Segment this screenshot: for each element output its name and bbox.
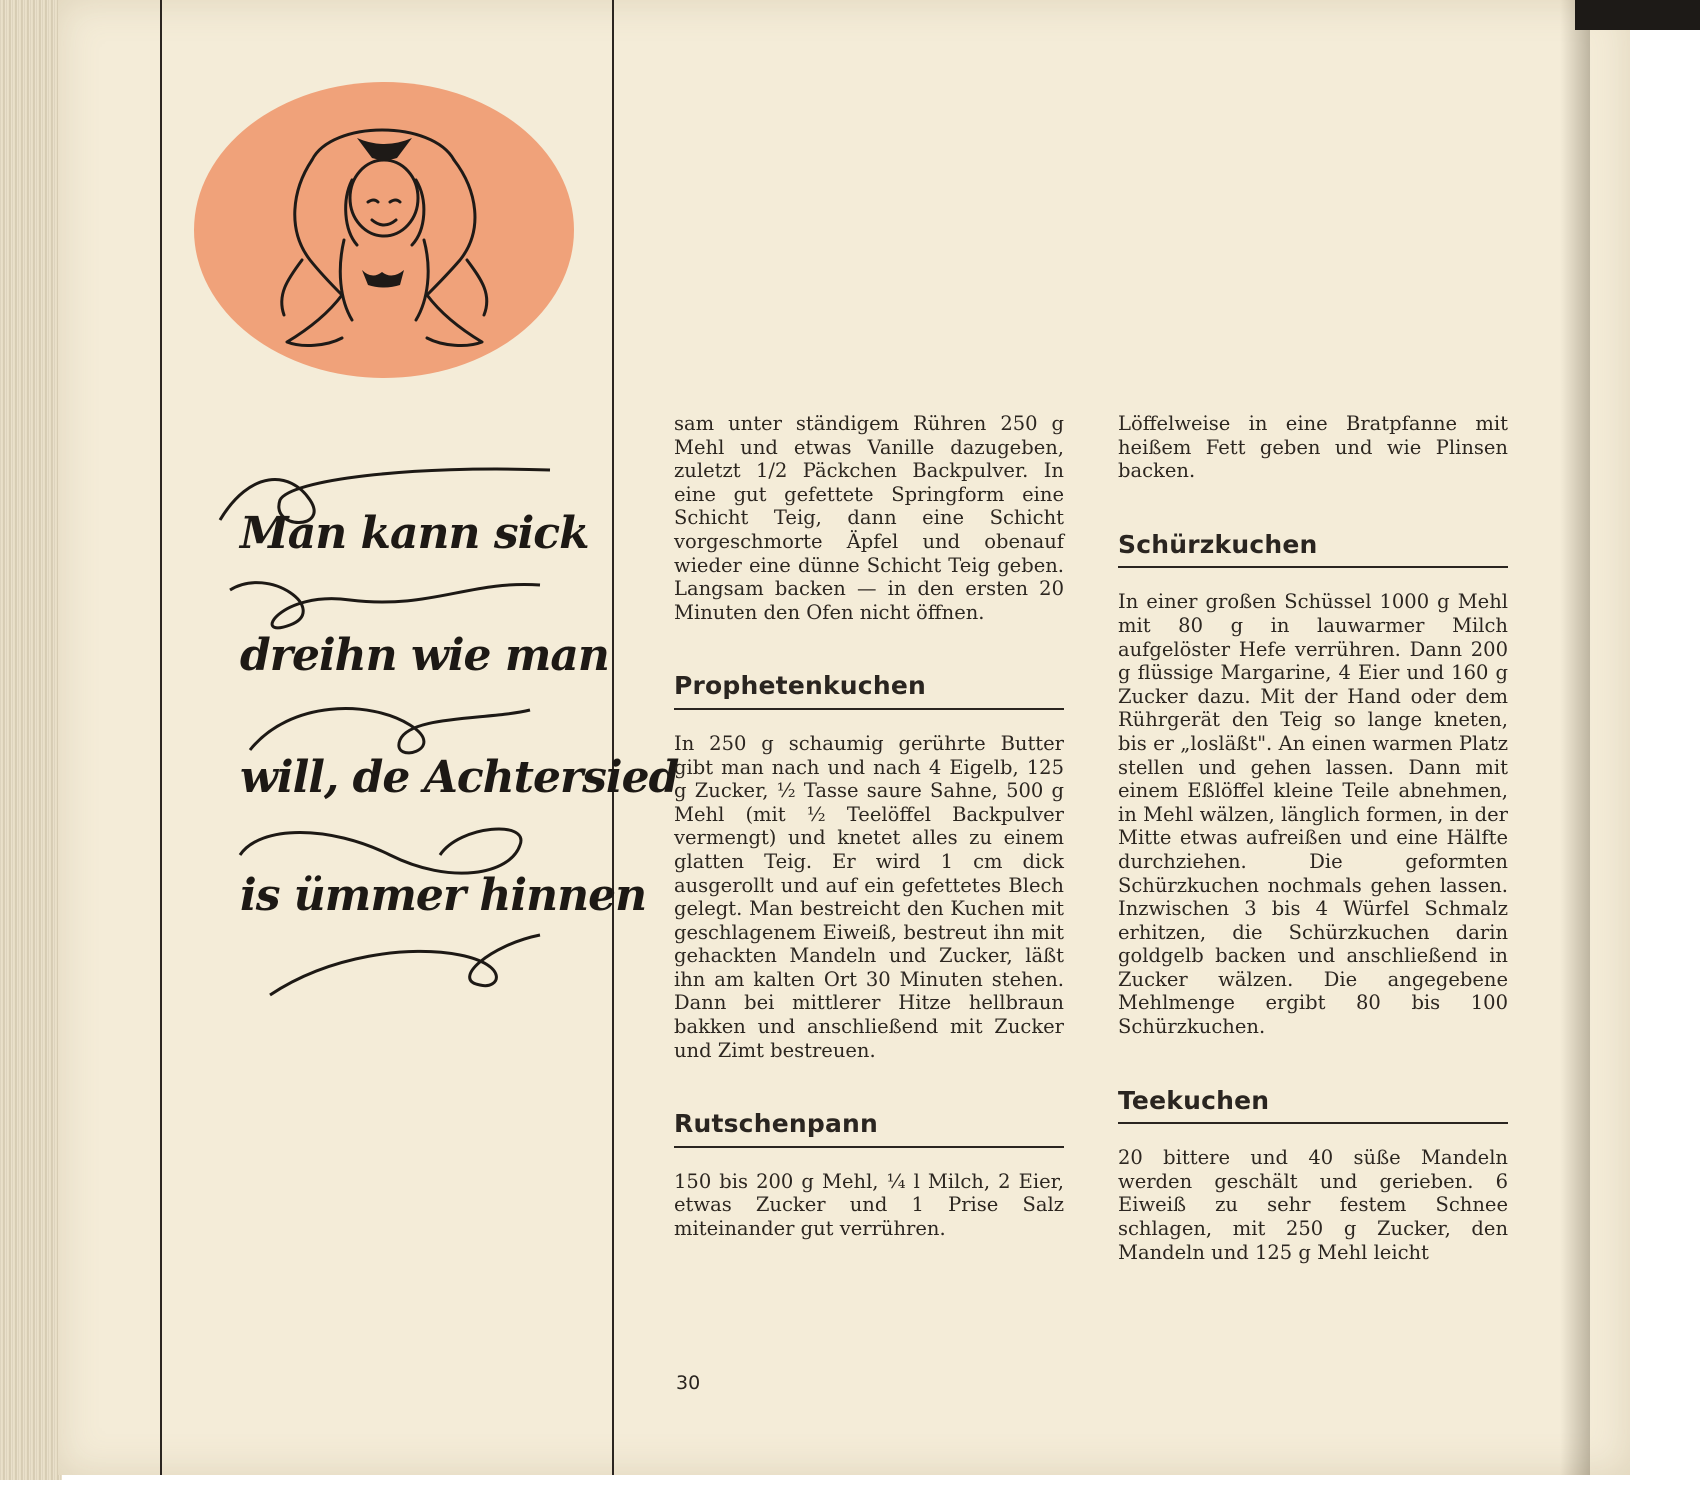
recipe-title-schuerzkuchen: Schürzkuchen [1118,533,1508,569]
spine-shadow [1560,0,1590,1475]
recipe-title-prophetenkuchen: Prophetenkuchen [674,674,1064,710]
left-rule [160,0,162,1475]
recipe-text-teekuchen: 20 bittere und 40 süße Mandeln werden geschält und gerieben. 6 Eiweiß zu sehr festem Schnee schlagen, mit 250 g Zucker, den Mandeln und 125 g Mehl leicht [1118,1146,1508,1264]
background-corner [1575,0,1700,30]
recipe-title-rutschenpann: Rutschenpann [674,1112,1064,1148]
continued-text: Löffelweise in eine Bratpfanne mit heißem Fett geben und wie Plinsen backen. [1118,412,1508,483]
recipe-text-rutschenpann: 150 bis 200 g Mehl, ¼ l Milch, 2 Eier, etwas Zucker und 1 Prise Salz miteinander gut verrühren. [674,1169,1064,1241]
column-divider [612,0,614,1475]
motto-block [210,470,679,1030]
motto-line-1: Man kann sick [240,508,589,559]
text-column-right [1118,412,1508,1264]
recipe-title-teekuchen: Teekuchen [1118,1089,1508,1125]
page-edges [0,0,62,1480]
illustration-background-icon [194,82,574,378]
flourish-icon [210,925,570,1005]
motto-line-4: is ümmer hinnen [240,870,647,921]
recipe-text-schuerzkuchen: In einer großen Schüssel 1000 g Mehl mit 80 g in lauwarmer Milch aufgelöster Hefe verrühren. Dann 200 g flüssige Margarine, 4 Eier und 160 g Zucker dazu. Mit der Hand oder dem Rührgerät den Teig so lange kneten, bis er „losläßt". An einen warmen Platz stellen und gehen lassen. Dann mit einem Eßlöffel kleine Teile abnehmen, in Mehl wälzen, länglich formen, in der Mitte etwas aufreißen und eine Hälfte durchziehen. Die geformten Schürzkuchen nochmals gehen lassen. Inzwischen 3 bis 4 Würfel Schmalz erhitzen, die Schürzkuchen darin goldgelb backen und anschließend in Zucker wälzen. Die angegebene Mehlmenge ergibt 80 bis 100 Schürzkuchen. [1118,590,1508,1039]
recipe-text-prophetenkuchen: In 250 g schaumig gerührte Butter gibt man nach und nach 4 Eigelb, 125 g Zucker, ½ Tasse saure Sahne, 500 g Mehl (mit ½ Teelöffel Backpulver vermengt) und knetet alles zu einem glatten Teig. Er wird 1 cm dick ausgerollt und auf ein gefettetes Blech gelegt. Man bestreicht den Kuchen mit geschlagenem Eiweiß, bestreut ihn mit gehackten Mandeln und Zucker, läßt ihn am kalten Ort 30 Minuten stehen. Dann bei mittlerer Hitze hellbraun bakken und anschließend mit Zucker und Zimt bestreuen. [674,731,1064,1062]
text-column-left [674,412,1064,1241]
page-number: 30 [676,1372,701,1394]
motto-line-3: will, de Achtersied [240,752,679,803]
motto-line-2: dreihn wie man [240,630,609,681]
crouching-woman-illustration [192,80,582,380]
continued-text: sam unter ständigem Rühren 250 g Mehl und etwas Vanille dazugeben, zuletzt 1/2 Päckchen Backpulver. In eine gut gefettete Springform eine Schicht Teig, dann eine Schicht vorgeschmorte Äpfel und obenauf wieder eine dünne Schicht Teig geben. Langsam backen — in den ersten 20 Minuten den Ofen nicht öffnen. [674,412,1064,624]
